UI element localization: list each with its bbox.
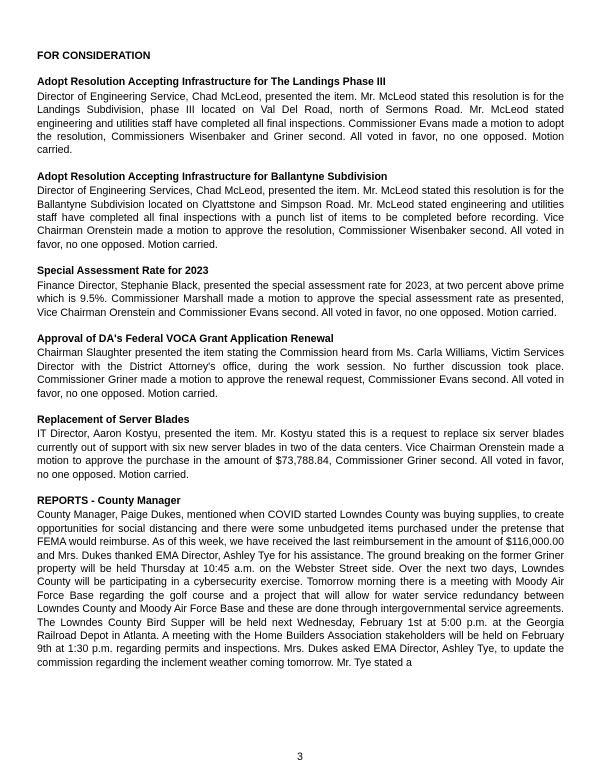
section-body: Finance Director, Stephanie Black, presented the special assessment rate for 2023, at two percent above prime which is 9.5%. Commissioner Marshall made a motion to approve the special assessment rate as presented, Vice Chairman Orenstein and Commissioner Evans second. All voted in favor, no one opposed. Motion carried. (37, 279, 564, 319)
section-heading: REPORTS - County Manager (37, 494, 181, 507)
section-server-blades (37, 414, 564, 482)
document-title: FOR CONSIDERATION (37, 50, 151, 62)
section-body: Chairman Slaughter presented the item stating the Commission heard from Ms. Carla Williams, Victim Services Director with the District Attorney's office, during the work session. No further discussion took place. Commissioner Griner made a motion to approve the renewal request, Commissioner Evans second. All voted in favor, no one opposed. Motion carried. (37, 347, 564, 400)
section-voca-grant-renewal (37, 333, 564, 401)
section-body: Director of Engineering Services, Chad McLeod, presented the item. Mr. McLeod stated this resolution is for the Ballantyne Subdivision located on Clyattstone and Simpson Road. Mr. McLeod stated engineering and utilities staff have completed all final inspections with a punch list of items to be completed before recording. Vice Chairman Orenstein made a motion to approve the resolution, Commissioner Wisenbaker second. All voted in favor, no one opposed. Motion carried. (37, 185, 564, 251)
section-heading: Adopt Resolution Accepting Infrastructure for Ballantyne Subdivision (37, 170, 388, 183)
section-heading: Approval of DA's Federal VOCA Grant Application Renewal (37, 332, 334, 345)
section-special-assessment-rate (37, 265, 564, 320)
section-heading: Replacement of Server Blades (37, 413, 190, 426)
section-heading: Special Assessment Rate for 2023 (37, 265, 209, 278)
section-heading: Adopt Resolution Accepting Infrastructure for The Landings Phase III (37, 76, 386, 89)
section-landings-phase-3 (37, 76, 564, 157)
section-body: IT Director, Aaron Kostyu, presented the item. Mr. Kostyu stated this is a request to replace six server blades currently out of support with six new server blades in two of the data centers. Vice Chairman Orenstein made a motion to approve the purchase in the amount of $73,788.84, Commissioner Griner second. All voted in favor, no one opposed. Motion carried. (37, 428, 564, 481)
section-ballantyne-subdivision (37, 171, 564, 252)
page-number: 3 (297, 750, 303, 763)
section-body: County Manager, Paige Dukes, mentioned when COVID started Lowndes County was buying supplies, to create opportunities for social distancing and there were some unbudgeted items purchased under the pretense that FEMA would reimburse. As of this week, we have received the last reimbursement in the amount of $116,000.00 and Mrs. Dukes thanked EMA Director, Ashley Tye for his assistance. The ground breaking on the former Griner property will be held Thursday at 10:45 a.m. on the Webster Street side. Over the next two days, Lowndes County will be participating in a cybersecurity exercise. Tomorrow morning there is a meeting with Moody Air Force Base regarding the golf course and a project that will allow for water service redundancy between Lowndes County and Moody Air Force Base and these are done through intergovernmental service agreements. The Lowndes County Bird Supper will be held next Wednesday, February 1st at 5:00 p.m. at the Georgia Railroad Depot in Atlanta. A meeting with the Home Builders Association stakeholders will be held on February 9th at 1:30 p.m. regarding permits and inspections. Mrs. Dukes asked EMA Director, Ashley Tye, to update the commission regarding the inclement weather coming tomorrow. Mr. Tye stated a (37, 509, 564, 669)
section-body: Director of Engineering Service, Chad McLeod, presented the item. Mr. McLeod stated this resolution is for the Landings Subdivision, phase III located on Val Del Road, north of Sermons Road. Mr. McLeod stated engineering and utilities staff have completed all final inspections. Commissioner Evans made a motion to adopt the resolution, Commissioners Wisenbaker and Griner second. All voted in favor, no one opposed. Motion carried. (37, 90, 564, 157)
section-reports-county-manager (37, 495, 564, 670)
